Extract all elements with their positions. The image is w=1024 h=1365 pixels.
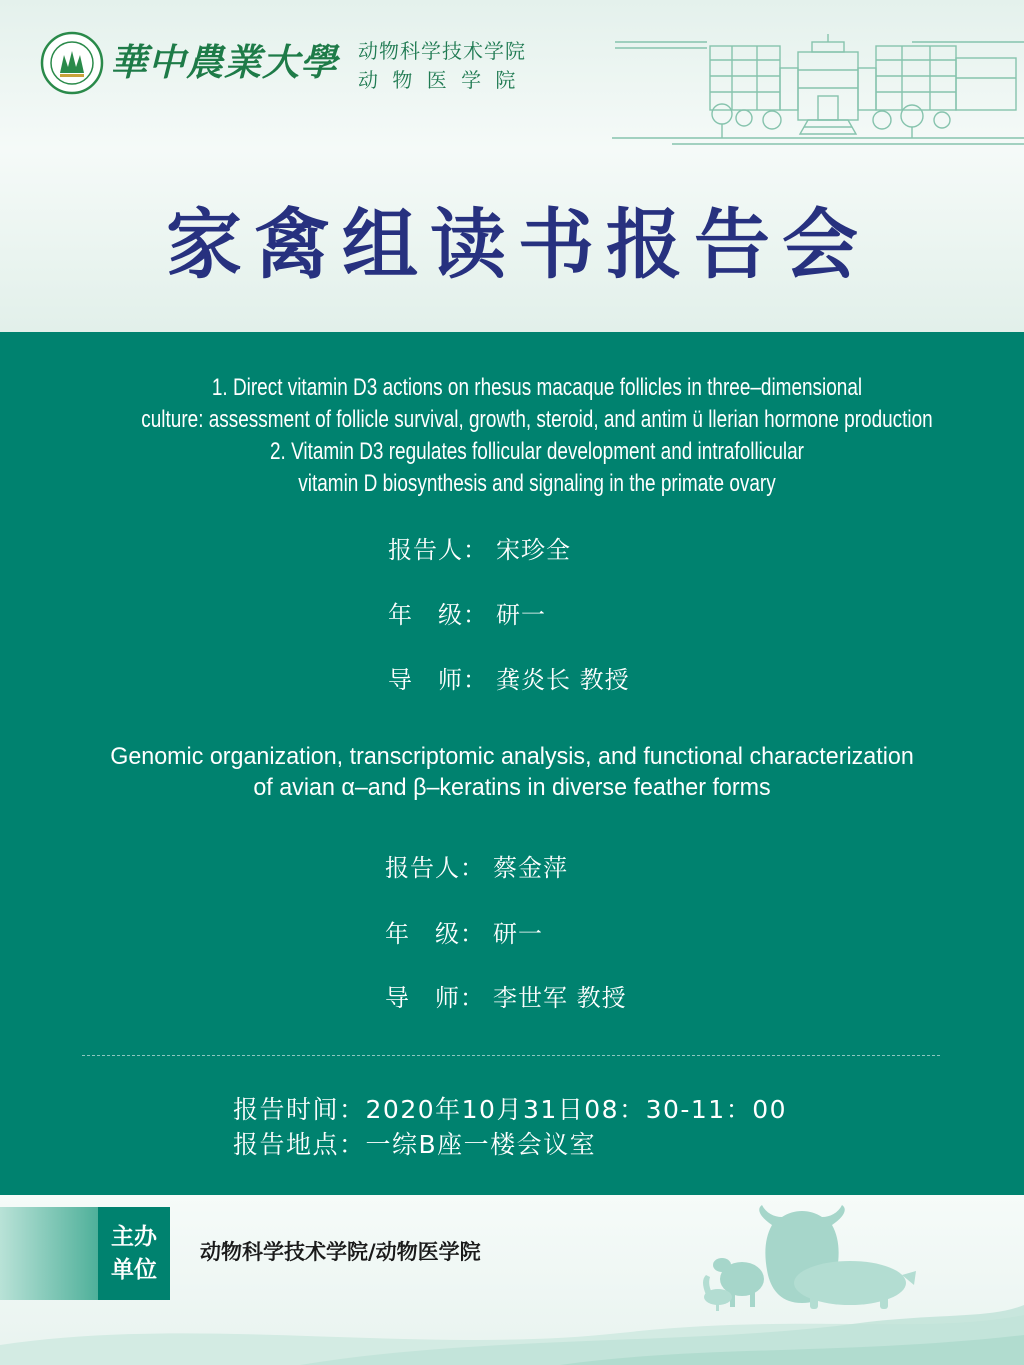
pig-silhouette — [794, 1261, 916, 1309]
talk-2-topic-line: of avian α–and β–keratins in diverse feather forms — [253, 774, 771, 801]
speaker-label: 报告人： — [388, 536, 488, 564]
advisor-label: 导 师： — [385, 984, 485, 1012]
talk-1-speaker — [388, 536, 571, 564]
grade-value: 研一 — [496, 601, 546, 629]
talk-1-advisor — [388, 666, 630, 694]
speaker-name: 蔡金萍 — [493, 854, 568, 882]
speaker-name: 宋珍全 — [496, 536, 571, 564]
place-value: 一综B座一楼会议室 — [365, 1130, 597, 1159]
talk-1-topic-line: 1. Direct vitamin D3 actions on rhesus macaque follicles in three–dimensional — [211, 374, 863, 401]
talk-1-topic-line: 2. Vitamin D3 regulates follicular development and intrafollicular — [270, 438, 804, 465]
advisor-label: 导 师： — [388, 666, 488, 694]
animal-silhouettes — [690, 1195, 920, 1315]
college-name-line1: 动物科学技术学院 — [358, 39, 526, 63]
grade-value: 研一 — [493, 920, 543, 948]
report-place — [233, 1130, 596, 1160]
organizer-name: 动物科学技术学院/动物医学院 — [200, 1240, 481, 1264]
university-seal-icon — [40, 31, 104, 95]
advisor-name: 李世军 教授 — [493, 984, 627, 1012]
campus-building-illustration — [612, 34, 1024, 150]
talk-2-topic-line: Genomic organization, transcriptomic analysis, and functional characterization — [110, 743, 914, 770]
organizer-stripe — [0, 1207, 98, 1300]
speaker-label: 报告人： — [385, 854, 485, 882]
grade-label: 年 级： — [385, 920, 485, 948]
talk-2-topic — [110, 741, 914, 803]
talk-1-grade — [388, 601, 546, 629]
page-title: 家禽组读书报告会 — [166, 200, 870, 289]
time-value: 2020年10月31日08：30-11：00 — [365, 1095, 788, 1124]
university-name: 華中農業大學 — [110, 40, 338, 84]
grade-label: 年 级： — [388, 601, 488, 629]
college-name-line2: 动 物 医 学 院 — [358, 68, 520, 92]
report-time — [233, 1095, 787, 1125]
divider — [82, 1055, 940, 1056]
talk-2-speaker — [385, 854, 568, 882]
organizer-label-line2: 单位 — [111, 1256, 157, 1283]
talk-1-topic-line: vitamin D biosynthesis and signaling in the primate ovary — [298, 470, 776, 497]
organizer-label-line1: 主办 — [111, 1223, 157, 1250]
time-label: 报告时间： — [233, 1095, 366, 1124]
talk-2-grade — [385, 920, 543, 948]
talk-1-topic — [141, 372, 932, 500]
talk-1-topic-line: culture: assessment of follicle survival, growth, steroid, and antim ü llerian hormone production — [141, 406, 933, 433]
talk-2-advisor — [385, 984, 627, 1012]
advisor-name: 龚炎长 教授 — [496, 666, 630, 694]
place-label: 报告地点： — [233, 1130, 366, 1159]
organizer-label-box — [98, 1207, 170, 1300]
